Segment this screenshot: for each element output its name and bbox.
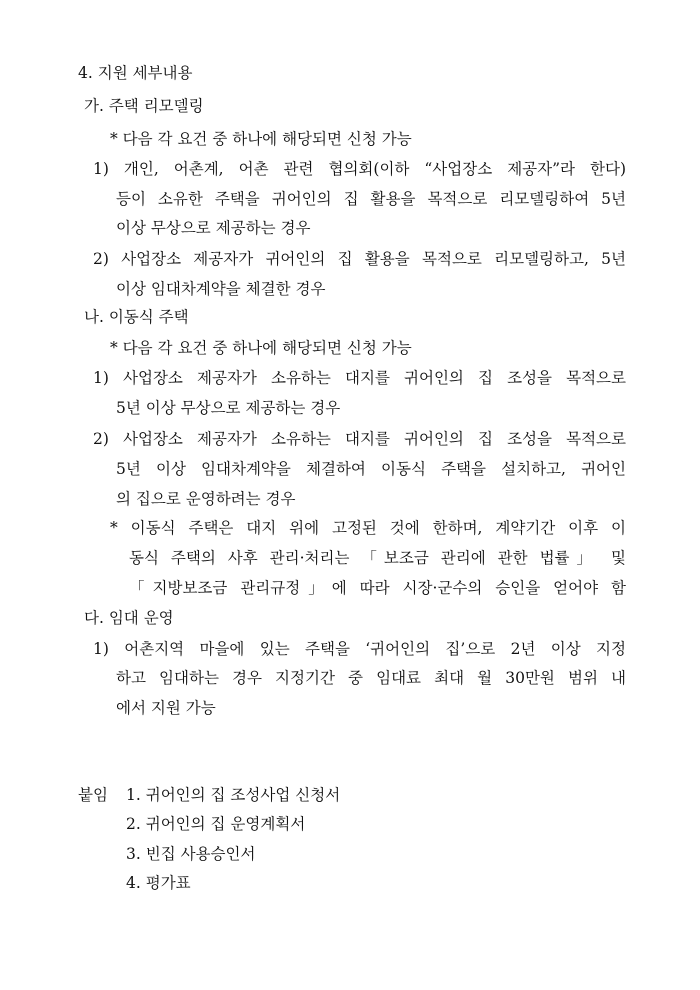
subsection-a-note: * 다음 각 요건 중 하나에 해당되면 신청 가능 [110, 130, 412, 148]
subsection-a-item1-line2: 등이 소유한 주택을 귀어인의 집 활용을 목적으로 리모델링하여 5년 [116, 190, 626, 208]
subsection-a-item2-line1: 2) 사업장소 제공자가 귀어인의 집 활용을 목적으로 리모델링하고, 5년 [93, 250, 626, 268]
attachment-item: 2. 귀어인의 집 운영계획서 [126, 815, 306, 833]
subsection-b-item1-line1: 1) 사업장소 제공자가 소유하는 대지를 귀어인의 집 조성을 목적으로 [93, 369, 626, 387]
subsection-a-item1-line1: 1) 개인, 어촌계, 어촌 관련 협의회(이하 “사업장소 제공자”라 한다) [93, 160, 626, 178]
subsection-b-footnote-line1: * 이동식 주택은 대지 위에 고정된 것에 한하며, 계약기간 이후 이 [110, 519, 626, 537]
subsection-c-item1-line1: 1) 어촌지역 마을에 있는 주택을 ‘귀어인의 집’으로 2년 이상 지정 [93, 640, 626, 658]
subsection-a-item1-line3: 이상 무상으로 제공하는 경우 [116, 219, 311, 237]
subsection-b-note: * 다음 각 요건 중 하나에 해당되면 신청 가능 [110, 339, 412, 357]
subsection-b-item2-line1: 2) 사업장소 제공자가 소유하는 대지를 귀어인의 집 조성을 목적으로 [93, 430, 626, 448]
subsection-c-item1-line3: 에서 지원 가능 [116, 699, 216, 717]
subsection-b-item1-line2: 5년 이상 무상으로 제공하는 경우 [116, 399, 341, 417]
attachment-item: 1. 귀어인의 집 조성사업 신청서 [126, 786, 341, 804]
subsection-b-footnote-line2: 동식 주택의 사후 관리·처리는 「보조금 관리에 관한 법률」 및 [129, 549, 626, 567]
section-heading: 4. 지원 세부내용 [78, 64, 193, 82]
attachment-item: 3. 빈집 사용승인서 [126, 845, 256, 863]
subsection-a-item2-line2: 이상 임대차계약을 체결한 경우 [116, 280, 326, 298]
subsection-b-title: 나. 이동식 주택 [84, 308, 189, 326]
attachment-item: 4. 평가표 [126, 874, 191, 892]
subsection-a-title: 가. 주택 리모델링 [84, 97, 204, 115]
subsection-b-item2-line3: 의 집으로 운영하려는 경우 [116, 490, 296, 508]
attachments-label: 붙임 [78, 786, 108, 804]
subsection-b-footnote-line3: 「지방보조금 관리규정」에 따라 시장·군수의 승인을 얻어야 함 [129, 579, 626, 597]
subsection-c-title: 다. 임대 운영 [84, 609, 174, 627]
subsection-b-item2-line2: 5년 이상 임대차계약을 체결하여 이동식 주택을 설치하고, 귀어인 [116, 460, 626, 478]
subsection-c-item1-line2: 하고 임대하는 경우 지정기간 중 임대료 최대 월 30만원 범위 내 [116, 669, 626, 687]
